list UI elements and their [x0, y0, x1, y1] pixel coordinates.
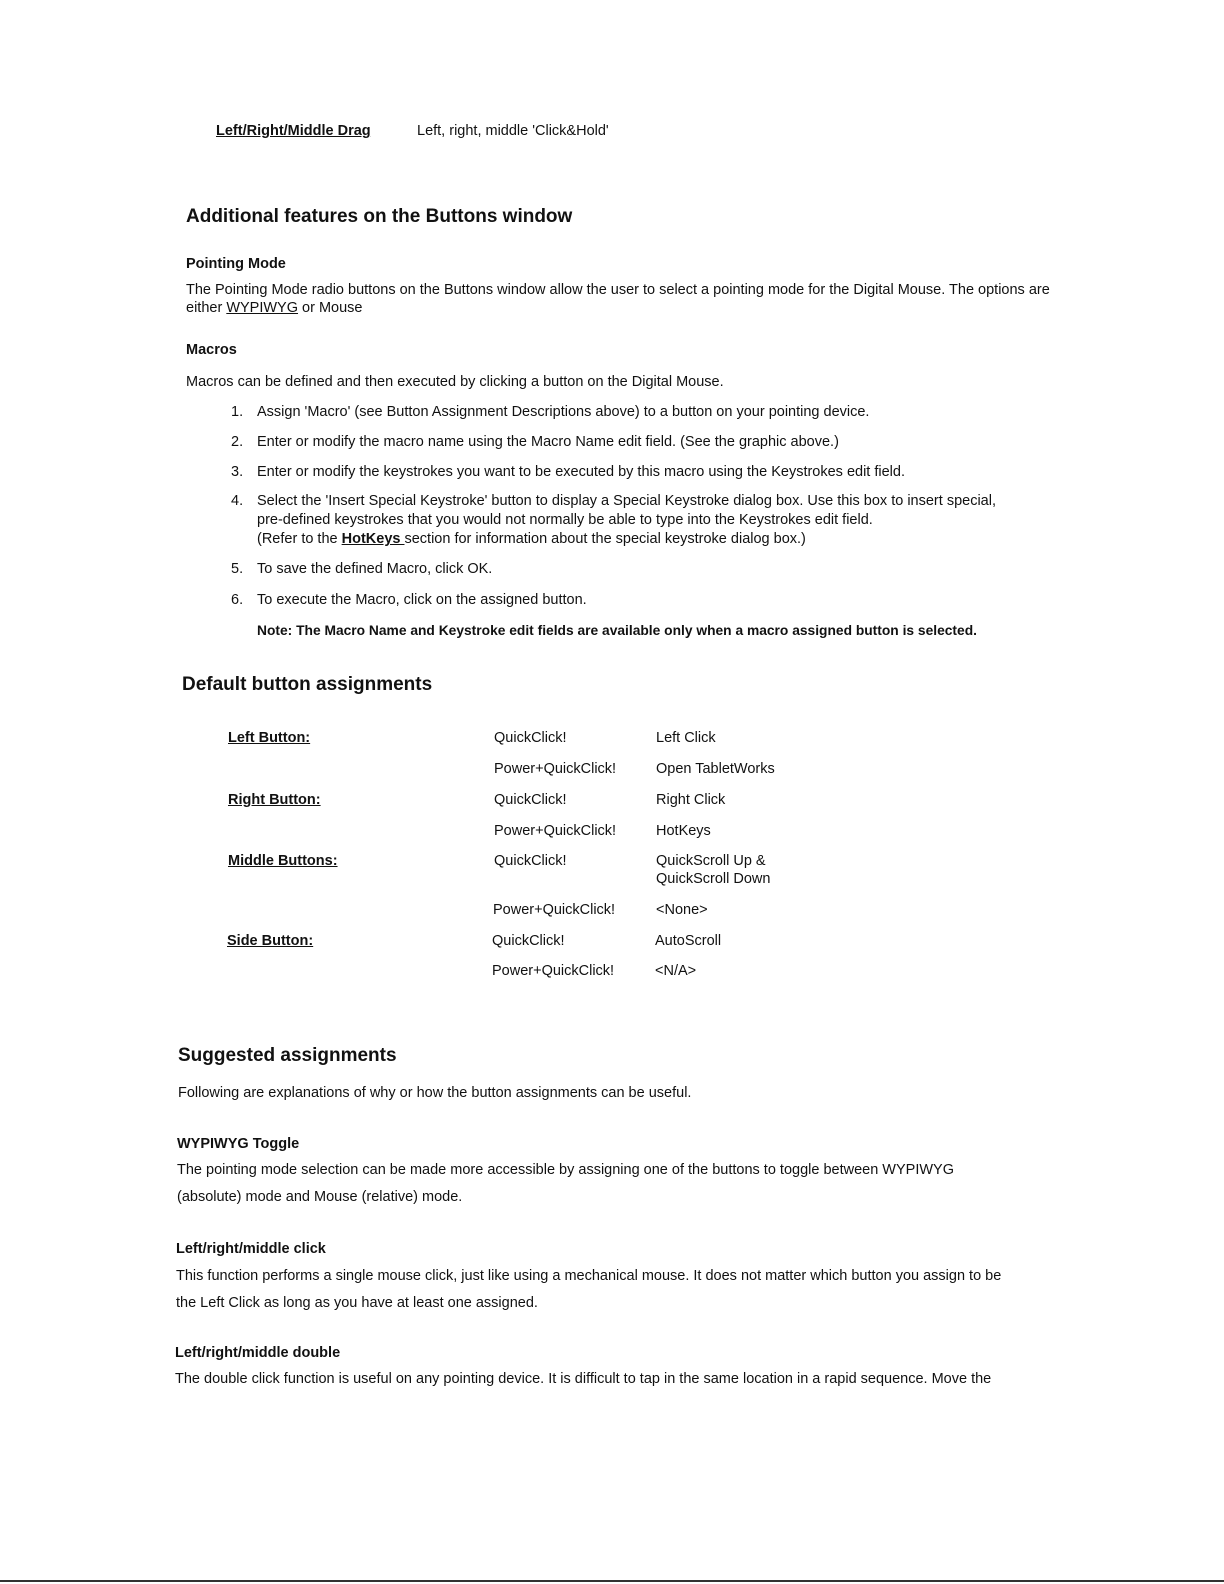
paragraph-line: the Left Click as long as you have at least one assigned. [176, 1295, 538, 1311]
button-label-left: Left Button: [228, 730, 311, 746]
subheading-wypiwyg-toggle: WYPIWYG Toggle [177, 1136, 300, 1152]
text: The Pointing Mode radio buttons on the Buttons window allow the user to select a pointing mode for the Digital Mouse. The options are either [186, 282, 1050, 316]
button-label-middle: Middle Buttons: [228, 853, 338, 869]
step-number: 3. [231, 464, 244, 480]
assignment-action: QuickClick! [492, 933, 565, 949]
step-text: Enter or modify the macro name using the Macro Name edit field. (See the graphic above.) [257, 434, 839, 450]
step-number: 5. [231, 561, 244, 577]
assignment-action: QuickClick! [494, 853, 567, 869]
assignment-result: Open TabletWorks [656, 761, 775, 777]
paragraph-line: This function performs a single mouse click, just like using a mechanical mouse. It does not matter which button you assign to be [176, 1268, 1002, 1284]
drag-description: Left, right, middle 'Click&Hold' [417, 123, 609, 139]
section-heading-default: Default button assignments [182, 674, 433, 695]
assignment-action: QuickClick! [494, 792, 567, 808]
text: or Mouse [298, 300, 363, 316]
hotkeys-link[interactable]: HotKeys [341, 531, 405, 547]
assignment-result: Right Click [656, 792, 726, 808]
text: (Refer to the [257, 531, 342, 547]
text: section for information about the special keystroke dialog box.) [404, 531, 806, 547]
page-bottom-edge [0, 1580, 1224, 1582]
assignment-action: Power+QuickClick! [492, 963, 615, 979]
subheading-macros: Macros [186, 342, 237, 358]
step-text-line2: pre-defined keystrokes that you would not normally be able to type into the Keystrokes edit field. [257, 512, 873, 528]
wypiwyg-link[interactable]: WYPIWYG [226, 300, 299, 316]
assignment-action: Power+QuickClick! [493, 902, 616, 918]
section-heading-additional: Additional features on the Buttons window [186, 206, 573, 227]
step-number: 2. [231, 434, 244, 450]
subheading-pointing-mode: Pointing Mode [186, 256, 286, 272]
assignment-result: Left Click [656, 730, 716, 746]
button-label-right: Right Button: [228, 792, 321, 808]
subheading-double: Left/right/middle double [175, 1345, 341, 1361]
step-text: To execute the Macro, click on the assigned button. [257, 592, 587, 608]
assignment-result: QuickScroll Up & [656, 853, 766, 869]
assignment-result-line2: QuickScroll Down [656, 871, 771, 887]
assignment-action: Power+QuickClick! [494, 761, 617, 777]
step-number: 4. [231, 493, 244, 509]
section-heading-suggested: Suggested assignments [178, 1045, 397, 1066]
assignment-result: HotKeys [656, 823, 711, 839]
step-number: 1. [231, 404, 244, 420]
button-label-side: Side Button: [227, 933, 314, 949]
subheading-click: Left/right/middle click [176, 1241, 326, 1257]
paragraph-line: The pointing mode selection can be made more accessible by assigning one of the buttons to toggle between WYPIWYG [177, 1162, 955, 1178]
paragraph-line: The double click function is useful on any pointing device. It is difficult to tap in the same location in a rapid sequence. Move the [175, 1371, 992, 1387]
drag-term: Left/Right/Middle Drag [216, 123, 371, 139]
step-text-line3 [257, 530, 806, 548]
macro-note: Note: The Macro Name and Keystroke edit fields are available only when a macro assigned button is selected. [257, 623, 977, 638]
assignment-result: <N/A> [655, 963, 697, 979]
assignment-action: QuickClick! [494, 730, 567, 746]
step-text: To save the defined Macro, click OK. [257, 561, 493, 577]
assignment-result: AutoScroll [655, 933, 722, 949]
pointing-mode-paragraph [186, 281, 1086, 317]
paragraph-line: (absolute) mode and Mouse (relative) mode. [177, 1189, 463, 1205]
macros-intro: Macros can be defined and then executed by clicking a button on the Digital Mouse. [186, 374, 724, 390]
step-text-line1: Select the 'Insert Special Keystroke' button to display a Special Keystroke dialog box. Use this box to insert special, [257, 493, 996, 509]
step-number: 6. [231, 592, 244, 608]
suggested-intro: Following are explanations of why or how the button assignments can be useful. [178, 1085, 692, 1101]
step-text: Enter or modify the keystrokes you want to be executed by this macro using the Keystrokes edit field. [257, 464, 905, 480]
assignment-action: Power+QuickClick! [494, 823, 617, 839]
step-text: Assign 'Macro' (see Button Assignment Descriptions above) to a button on your pointing device. [257, 404, 870, 420]
assignment-result: <None> [656, 902, 708, 918]
